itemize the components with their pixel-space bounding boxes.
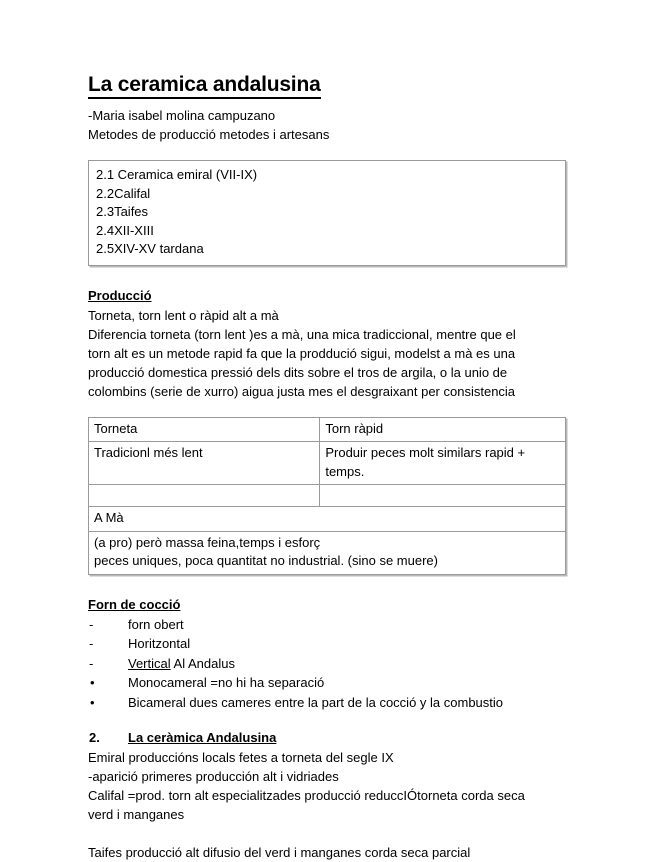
list-item — [88, 634, 566, 654]
list-item — [88, 693, 566, 713]
table-row-empty — [89, 485, 566, 507]
comparison-table — [88, 417, 566, 575]
forn-heading-text: Forn de cocció — [88, 596, 181, 612]
index-item: 2.5XIV-XV tardana — [96, 241, 204, 256]
produccio-line: torn alt es un metode rapid fa que la proddució sigui, modelst a mà es una — [88, 345, 516, 361]
forn-list — [88, 615, 566, 713]
andalusina-heading-text: La ceràmica Andalusina — [128, 730, 277, 745]
a-ma-line-1: (a pro) però massa feina,temps i esforç — [94, 534, 321, 550]
page-title: La ceramica andalusina — [88, 72, 321, 99]
andalusina-final-line: Taifes producció alt difusio del verd i manganes corda seca parcial — [88, 845, 471, 860]
list-item — [88, 673, 566, 693]
dash-marker-icon: - — [89, 616, 94, 632]
list-item-label: Al Andalus — [170, 655, 235, 671]
produccio-heading — [88, 286, 566, 305]
andalusina-section — [88, 728, 566, 862]
table-cell-torneta-desc: Tradicionl més lent — [89, 442, 320, 485]
section-number: 2. — [89, 730, 100, 745]
forn-heading — [88, 595, 566, 614]
table-header-cell-torneta: Torneta — [89, 417, 320, 442]
andalusina-line: verd i manganes — [88, 807, 185, 822]
produccio-line: Torneta, torn lent o ràpid alt a mà — [88, 307, 279, 323]
andalusina-heading — [88, 728, 566, 747]
produccio-section — [88, 286, 566, 401]
paragraph-spacer — [88, 824, 566, 843]
title-container — [88, 72, 566, 103]
produccio-line: producció domestica pressió dels dits sobre el tros de argila, o la unio de — [88, 364, 508, 380]
produccio-line: colombins (serie de xurro) aigua justa mes el desgraixant per consistencia — [88, 383, 516, 399]
list-item — [88, 654, 566, 674]
table-cell-torn-rapid-desc: Produir peces molt similars rapid + temps. — [320, 442, 566, 485]
bullet-marker-icon: • — [90, 675, 95, 690]
list-item — [88, 615, 566, 635]
list-item-label: Bicameral dues cameres entre la part de la cocció y la combustio — [128, 694, 504, 710]
list-item-label-underlined: Vertical — [128, 655, 171, 671]
list-item-label: Horitzontal — [128, 636, 191, 651]
a-ma-line-2: peces uniques, poca quantitat no industrial. (sino se muere) — [94, 553, 438, 568]
index-item: 2.3Taifes — [96, 204, 149, 219]
forn-section — [88, 595, 566, 713]
table-header-cell-torn-rapid: Torn ràpid — [320, 417, 566, 442]
table-cell-a-ma: A Mà — [89, 507, 566, 532]
author-line: -Maria isabel molina campuzano — [88, 108, 276, 123]
andalusina-line: -aparició primeres producción alt i vidriades — [88, 769, 339, 784]
table-cell-a-ma-desc — [89, 531, 566, 574]
table-cell-empty-right — [320, 485, 566, 507]
table-row — [89, 531, 566, 574]
index-item: 2.1 Ceramica emiral (VII-IX) — [96, 167, 258, 182]
subtitle-line: Metodes de producció metodes i artesans — [88, 127, 330, 142]
table-row — [89, 507, 566, 532]
andalusina-line: Califal =prod. torn alt especialitzades producció reduccIÓtorneta corda seca — [88, 788, 525, 803]
document-body — [88, 72, 566, 862]
produccio-heading-text: Producció — [88, 287, 152, 303]
list-item-label: forn obert — [128, 616, 184, 632]
andalusina-line: Emiral produccións locals fetes a torneta del segle IX — [88, 750, 394, 765]
index-box — [88, 160, 566, 266]
index-item: 2.4XII-XIII — [96, 222, 154, 238]
bullet-marker-icon: • — [90, 694, 95, 710]
produccio-line: Diferencia torneta (torn lent )es a mà, una mica tradiccional, mentre que el — [88, 326, 516, 342]
table-cell-empty-left — [89, 485, 320, 507]
list-item-label: Monocameral =no hi ha separació — [128, 675, 325, 690]
index-item: 2.2Califal — [96, 185, 151, 201]
dash-marker-icon: - — [89, 655, 94, 671]
table-row — [89, 442, 566, 485]
table-row — [89, 417, 566, 442]
dash-marker-icon: - — [89, 636, 94, 651]
